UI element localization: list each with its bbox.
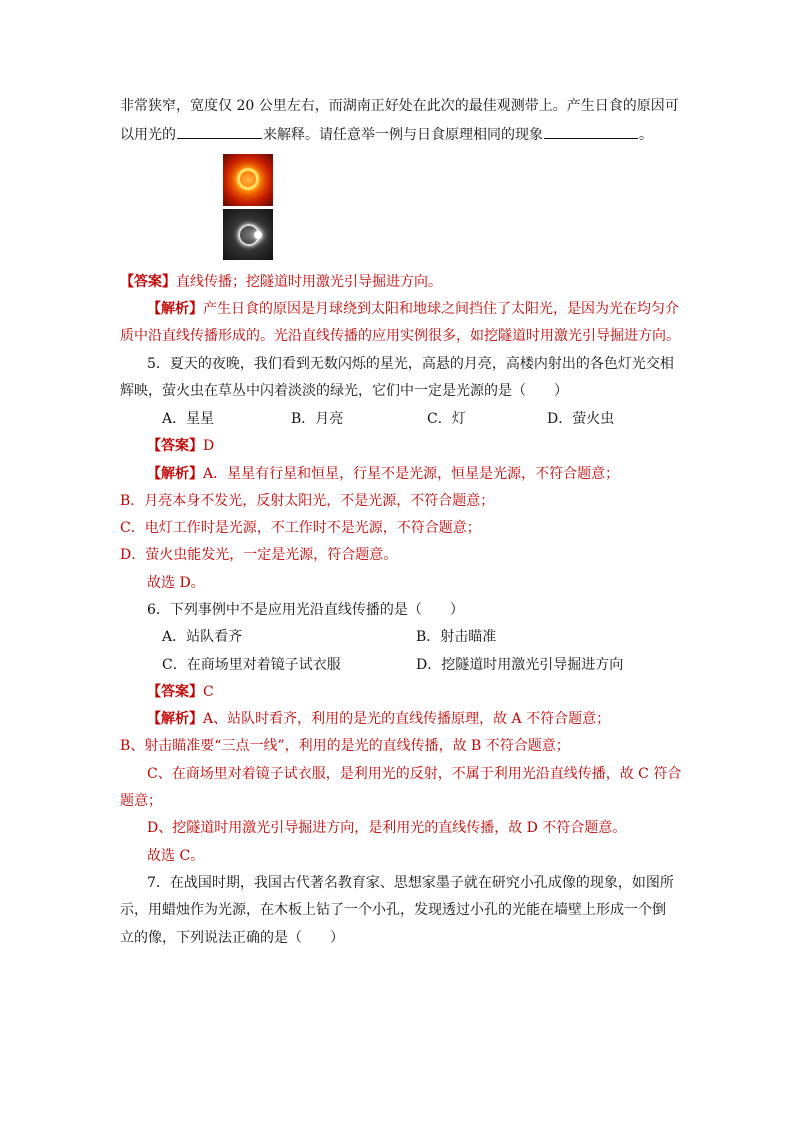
q4-blank-2[interactable] (544, 124, 638, 139)
q7-stem-line2: 示，用蜡烛作为光源，在木板上钻了一个小孔，发现透过小孔的光能在墙壁上形成一个倒 (120, 902, 666, 918)
q5-stem-line2: 辉映，萤火虫在草丛中闪着淡淡的绿光，它们中一定是光源的是（ ） (120, 383, 568, 399)
q5-option-d: D．萤火虫 (547, 411, 615, 427)
q5-analysis-line1 (147, 465, 707, 483)
q5-stem-line1: 5．夏天的夜晚，我们看到无数闪烁的星光，高悬的月亮，高楼内射出的各色灯光交相 (147, 356, 674, 372)
q4-stem-line1: 非常狭窄，宽度仅 20 公里左右，而湖南正好处在此次的最佳观测带上。产生日食的原因可 (120, 98, 679, 114)
q5-option-c: C．灯 (427, 411, 466, 427)
q6-analysis-line3a: C、在商场里对着镜子试衣服，是利用光的反射，不属于利用光沿直线传播，故 C 符合 (147, 766, 682, 782)
q4-answer-text: 直线传播；挖隧道时用激光引导掘进方向。 (176, 274, 442, 290)
q5-analysis-line5: 故选 D。 (147, 575, 205, 591)
q7-stem-line1: 7．在战国时期，我国古代著名教育家、思想家墨子就在研究小孔成像的现象，如图所 (147, 875, 674, 891)
q6-answer-text: C (203, 684, 214, 700)
q5-answer-text: D (203, 438, 215, 454)
diamond-ring-eclipse-image (223, 209, 273, 260)
q4-stem-text-a: 以用光的 (120, 127, 176, 143)
q5-analysis-text1: A．星星有行星和恒星，行星不是光源，恒星是光源，不符合题意； (203, 466, 620, 482)
q4-answer-tag: 【答案】 (120, 274, 176, 290)
q6-analysis-tag: 【解析】 (147, 711, 203, 727)
diamond-flare-icon (254, 231, 262, 239)
q5-answer-tag: 【答案】 (147, 438, 203, 454)
q6-answer-tag: 【答案】 (147, 684, 203, 700)
q5-answer (147, 437, 707, 455)
q4-analysis-tag: 【解析】 (147, 301, 203, 317)
q4-blank-1[interactable] (177, 124, 262, 139)
q6-option-b: B．射击瞄准 (416, 629, 497, 645)
q6-analysis-text1: A、站队时看齐，利用的是光的直线传播原理，故 A 不符合题意； (203, 711, 611, 727)
q6-analysis-line5: 故选 C。 (147, 848, 205, 864)
q6-option-c: C．在商场里对着镜子试衣服 (162, 657, 341, 673)
q6-analysis-line3b: 题意； (120, 793, 162, 809)
q7-stem-line3: 立的像，下列说法正确的是（ ） (120, 930, 344, 946)
q6-analysis-line4: D、挖隧道时用激光引导掘进方向，是利用光的直线传播，故 D 不符合题意。 (147, 820, 627, 836)
q4-analysis-line2: 质中沿直线传播形成的。光沿直线传播的应用实例很多，如挖隧道时用激光引导掘进方向。 (120, 328, 680, 344)
q4-analysis-line1 (147, 300, 707, 318)
q5-analysis-tag: 【解析】 (147, 466, 203, 482)
eclipse-ring-icon (237, 168, 259, 190)
q5-option-a: A．星星 (162, 411, 215, 427)
q4-answer (120, 273, 680, 291)
q5-analysis-line4: D．萤火虫能发光，一定是光源，符合题意。 (120, 547, 398, 563)
q6-option-a: A．站队看齐 (162, 629, 243, 645)
q5-analysis-line3: C．电灯工作时是光源，不工作时不是光源，不符合题意； (120, 520, 481, 536)
q6-analysis-line1 (147, 710, 707, 728)
q5-analysis-line2: B．月亮本身不发光，反射太阳光，不是光源，不符合题意； (120, 493, 495, 509)
q6-analysis-line2: B、射击瞄准要“三点一线”，利用的是光的直线传播，故 B 不符合题意； (120, 738, 570, 754)
annular-eclipse-image (223, 154, 273, 206)
q4-stem-line2 (120, 124, 680, 144)
q4-analysis-text1: 产生日食的原因是月球绕到太阳和地球之间挡住了太阳光，是因为光在均匀介 (203, 301, 679, 317)
q5-option-b: B．月亮 (291, 411, 344, 427)
q6-answer (147, 683, 707, 701)
q6-option-d: D．挖隧道时用激光引导掘进方向 (416, 657, 624, 673)
q6-stem: 6．下列事例中不是应用光沿直线传播的是（ ） (147, 602, 464, 618)
q4-stem-text-b: 来解释。请任意举一例与日食原理相同的现象 (263, 127, 543, 143)
q4-stem-text-c: 。 (639, 127, 653, 143)
